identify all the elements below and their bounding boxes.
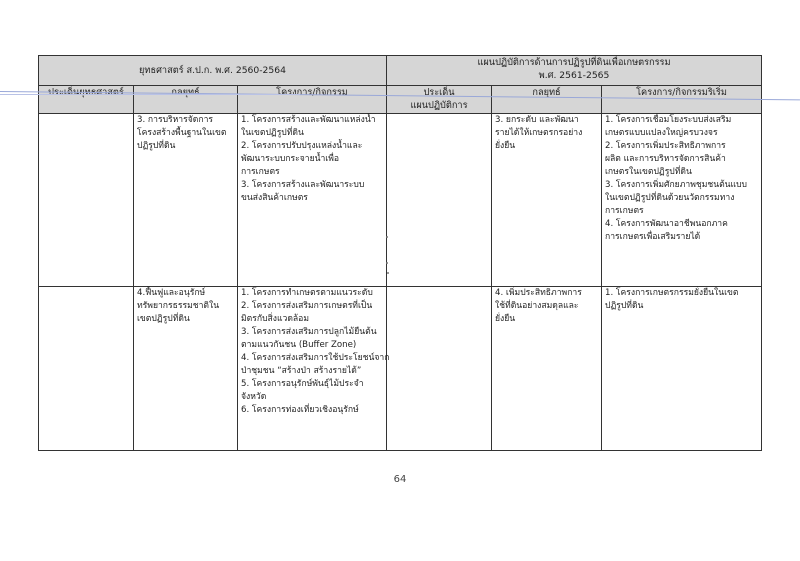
cell-plan-strategy xyxy=(492,114,602,287)
scan-speck xyxy=(386,262,388,264)
text-line: ใช้ที่ดินอย่างสมดุลและ xyxy=(495,301,579,311)
right-group-title xyxy=(387,56,762,86)
cell-initiatives xyxy=(602,114,762,287)
text-line: 1. โครงการเชื่อมโยงระบบส่งเสริม xyxy=(605,115,732,125)
cell-strategic-issue xyxy=(39,287,134,451)
text-line: ปฏิรูปที่ดิน xyxy=(137,141,176,151)
strategy-plan-table xyxy=(38,55,762,451)
col-header-strategic-issue: ประเด็นยุทธศาสตร์ xyxy=(39,86,134,114)
cell-projects xyxy=(238,287,390,451)
text-line: 4. โครงการส่งเสริมการใช้ประโยชน์จาก xyxy=(241,353,390,363)
text-line: 6. โครงการท่องเที่ยวเชิงอนุรักษ์ xyxy=(241,405,359,415)
cell-projects xyxy=(238,114,387,287)
text-line: 3. ยกระดับ และพัฒนา xyxy=(495,115,579,125)
text-line: 2. โครงการส่งเสริมการเกษตรที่เป็น xyxy=(241,301,373,311)
col-header-plan-issue xyxy=(387,86,492,114)
cell-initiatives xyxy=(602,287,762,451)
text-line: การเกษตรเพื่อเสริมรายได้ xyxy=(605,232,701,242)
text-line: เขตปฏิรูปที่ดิน xyxy=(137,314,190,324)
text-line: 1. โครงการทำเกษตรตามแนวระดับ xyxy=(241,288,373,298)
text-line: ป่าชุมชน “สร้างป่า สร้างรายได้” xyxy=(241,366,362,376)
scan-speck xyxy=(387,272,389,274)
left-group-title xyxy=(39,56,387,86)
text-line: การเกษตร xyxy=(605,206,644,216)
text-line: พัฒนาระบบกระจายน้ำเพื่อ xyxy=(241,154,340,164)
text-line: การเกษตร xyxy=(241,167,280,177)
cell-plan-strategy xyxy=(492,287,602,451)
text-line: 2. โครงการปรับปรุงแหล่งน้ำและ xyxy=(241,141,363,151)
col-header-plan-strategy: กลยุทธ์ xyxy=(492,86,602,114)
page-number: 64 xyxy=(393,474,407,485)
text-line: 3. โครงการส่งเสริมการปลูกไม้ยืนต้น xyxy=(241,327,377,337)
header-row-top xyxy=(39,56,762,86)
left-title-text: ยุทธศาสตร์ ส.ป.ก. พ.ศ. 2560-2564 xyxy=(139,65,286,76)
text-line: มิตรกับสิ่งแวดล้อม xyxy=(241,314,309,324)
text-line: ขนส่งสินค้าเกษตร xyxy=(241,193,308,203)
text-line: เกษตรในเขตปฏิรูปที่ดิน xyxy=(605,167,692,177)
cell-strategic-issue xyxy=(39,114,134,287)
header-row-columns xyxy=(39,86,762,114)
text-line: 5. โครงการอนุรักษ์พันธุ์ไม้ประจำ xyxy=(241,379,364,389)
col4-line1: ประเด็น xyxy=(423,87,455,98)
cell-plan-issue xyxy=(387,114,492,287)
cell-strategy xyxy=(134,287,238,451)
text-line: ในเขตปฏิรูปที่ดินด้วยนวัตกรรมทาง xyxy=(605,193,735,203)
text-line: โครงสร้างพื้นฐานในเขต xyxy=(137,128,227,138)
cell-strategy xyxy=(134,114,238,287)
text-line: ปฏิรูปที่ดิน xyxy=(605,301,644,311)
text-line: รายได้ให้เกษตรกรอย่าง xyxy=(495,128,583,138)
right-title-line1: แผนปฏิบัติการด้านการปฏิรูปที่ดินเพื่อเกษตรกรรม xyxy=(477,57,671,68)
text-line: 1. โครงการเกษตรกรรมยั่งยืนในเขต xyxy=(605,288,739,298)
cell-plan-issue xyxy=(387,287,492,451)
text-line: เกษตรแบบแปลงใหญ่ครบวงจร xyxy=(605,128,718,138)
text-line: 4. โครงการพัฒนาอาชีพนอกภาค xyxy=(605,219,728,229)
text-line: ในเขตปฏิรูปที่ดิน xyxy=(241,128,304,138)
text-line: 3. โครงการเพิ่มศักยภาพชุมชนต้นแบบ xyxy=(605,180,747,190)
col-header-initiatives: โครงการ/กิจกรรมริเริ่ม xyxy=(602,86,762,114)
scan-artifact-line xyxy=(0,94,300,95)
text-line: 3. โครงการสร้างและพัฒนาระบบ xyxy=(241,180,365,190)
text-line: 3. การบริหารจัดการ xyxy=(137,115,214,125)
text-line: ยั่งยืน xyxy=(495,141,516,151)
table-row xyxy=(39,287,762,451)
text-line: 4. เพิ่มประสิทธิภาพการ xyxy=(495,288,582,298)
text-line: 2. โครงการเพิ่มประสิทธิภาพการ xyxy=(605,141,726,151)
table-row xyxy=(39,114,762,287)
col-header-strategy: กลยุทธ์ xyxy=(134,86,238,114)
col4-line2: แผนปฏิบัติการ xyxy=(410,100,468,111)
text-line: ยั่งยืน xyxy=(495,314,516,324)
scan-speck xyxy=(386,236,388,238)
text-line: 4.ฟื้นฟูและอนุรักษ์ xyxy=(137,288,206,298)
text-line: ผลิต และการบริหารจัดการสินค้า xyxy=(605,154,726,164)
col-header-projects: โครงการ/กิจกรรม xyxy=(238,86,387,114)
text-line: จังหวัด xyxy=(241,392,267,402)
right-title-line2: พ.ศ. 2561-2565 xyxy=(538,70,610,81)
text-line: ทรัพยากรธรรมชาติใน xyxy=(137,301,220,311)
text-line: ตามแนวกันชน (Buffer Zone) xyxy=(241,340,357,350)
text-line: 1. โครงการสร้างและพัฒนาแหล่งน้ำ xyxy=(241,115,376,125)
